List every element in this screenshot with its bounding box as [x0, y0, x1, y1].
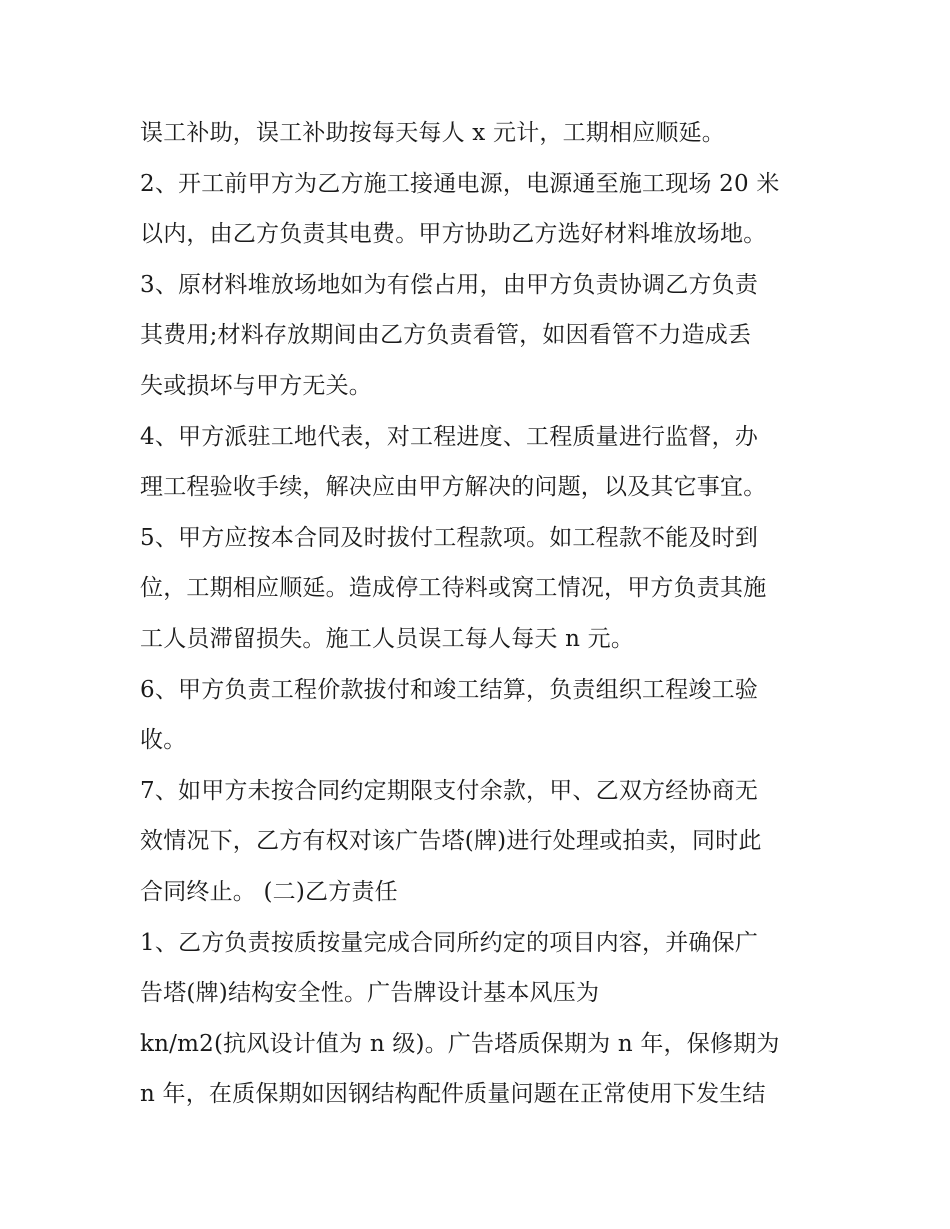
text-line: 6、甲方负责工程价款拔付和竣工结算，负责组织工程竣工验 — [140, 676, 759, 703]
text-line: 1、乙方负责按质按量完成合同所约定的项目内容，并确保广 — [140, 929, 759, 956]
text-line: 收。 — [140, 727, 187, 754]
text-line: 效情况下，乙方有权对该广告塔(牌)进行处理或拍卖，同时此 — [140, 828, 762, 855]
text-line: 以内，由乙方负责其电费。甲方协助乙方选好材料堆放场地。 — [140, 221, 767, 248]
text-line: 4、甲方派驻工地代表，对工程进度、工程质量进行监督，办 — [140, 423, 759, 450]
text-line: kn/m2(抗风设计值为 n 级)。广告塔质保期为 n 年，保修期为 — [140, 1030, 780, 1057]
text-line: 失或损坏与甲方无关。 — [140, 372, 372, 399]
text-line: 合同终止。 (二)乙方责任 — [140, 878, 398, 905]
text-line: 2、开工前甲方为乙方施工接通电源，电源通至施工现场 20 米 — [140, 170, 780, 197]
text-line: n 年，在质保期如因钢结构配件质量问题在正常使用下发生结 — [140, 1081, 766, 1108]
text-line: 理工程验收手续，解决应由甲方解决的问题，以及其它事宜。 — [140, 474, 767, 501]
contract-text — [140, 108, 820, 1120]
text-line: 7、如甲方未按合同约定期限支付余款，甲、乙双方经协商无 — [140, 777, 759, 804]
text-line: 工人员滞留损失。施工人员误工每人每天 n 元。 — [140, 625, 635, 652]
text-line: 位，工期相应顺延。造成停工待料或窝工情况，甲方负责其施 — [140, 575, 767, 602]
text-line: 5、甲方应按本合同及时拔付工程款项。如工程款不能及时到 — [140, 524, 759, 551]
text-line: 告塔(牌)结构安全性。广告牌设计基本风压为 — [140, 980, 600, 1007]
text-line: 3、原材料堆放场地如为有偿占用，由甲方负责协调乙方负责 — [140, 271, 759, 298]
text-line: 其费用;材料存放期间由乙方负责看管，如因看管不力造成丢 — [140, 322, 752, 349]
text-line: 误工补助，误工补助按每天每人 x 元计，工期相应顺延。 — [140, 120, 725, 146]
